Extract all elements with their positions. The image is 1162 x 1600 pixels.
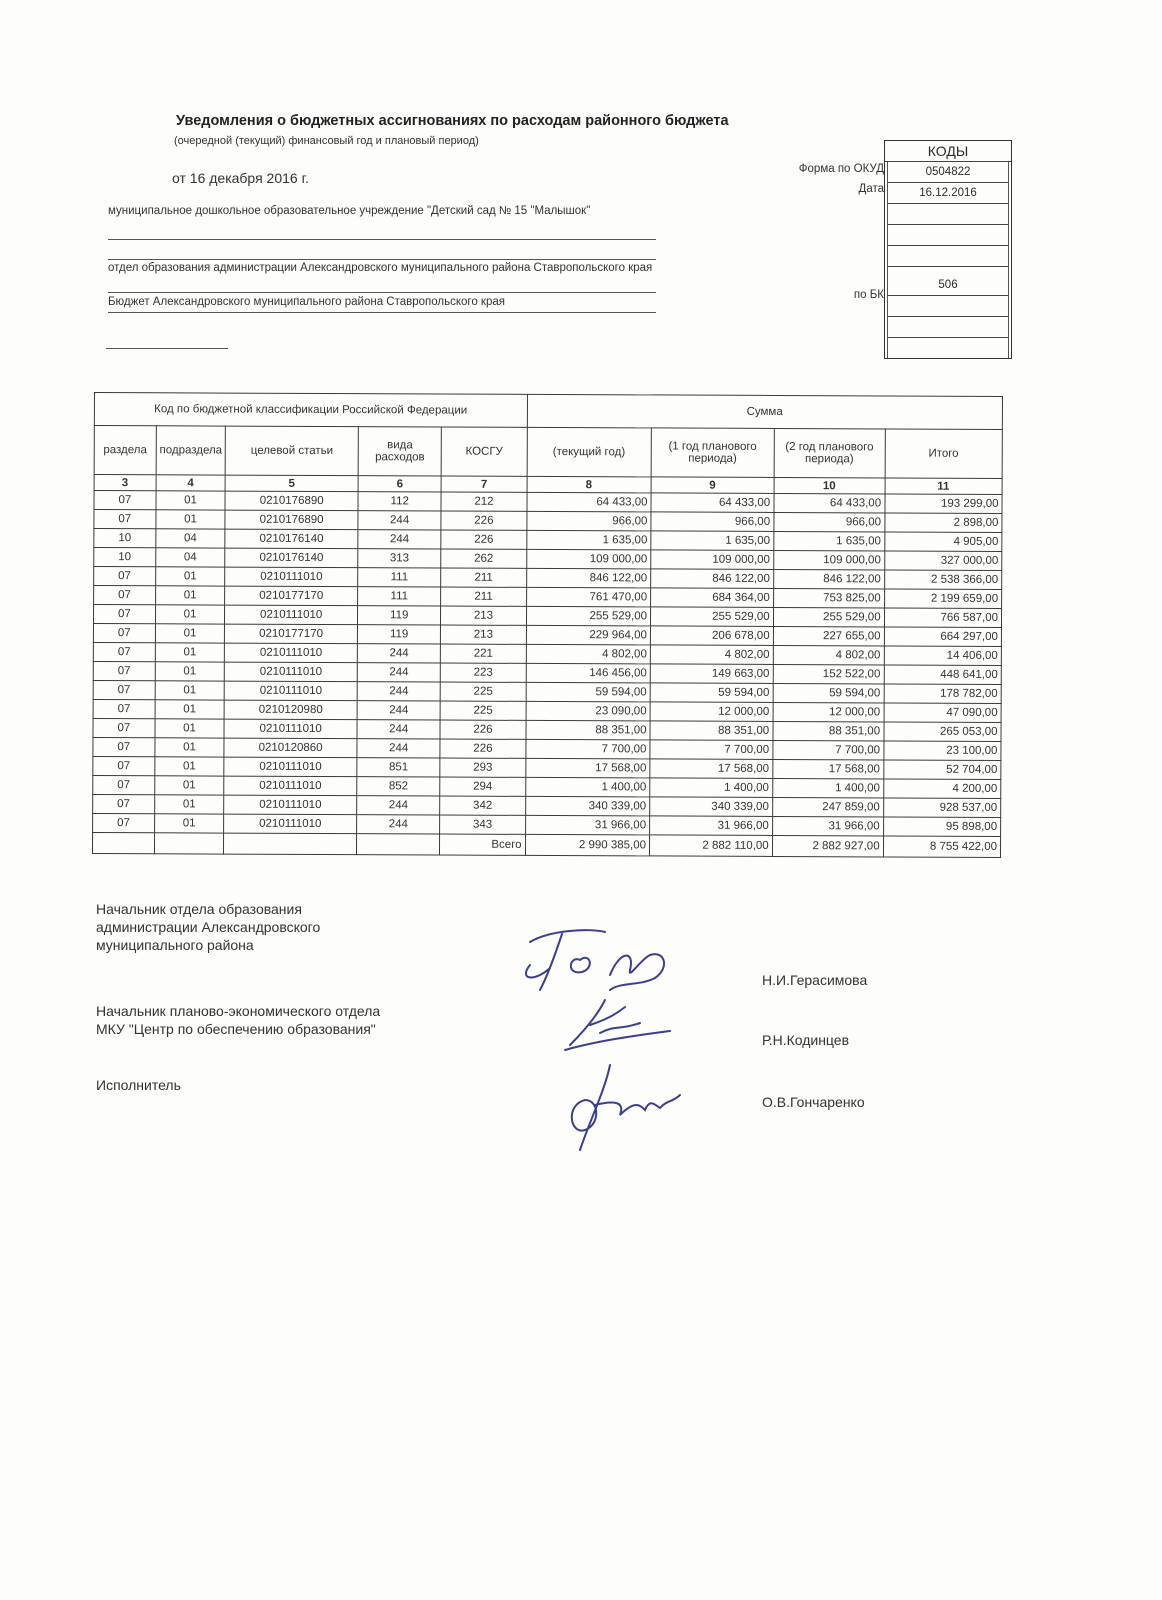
total-label: Всего xyxy=(440,834,525,855)
signatory-3-name: О.В.Гончаренко xyxy=(762,1094,865,1110)
kosgu-cell: 212 xyxy=(441,492,526,511)
kosgu-cell: 213 xyxy=(441,606,526,625)
signatory-1-line: администрации Александровского xyxy=(96,919,321,935)
col-header-expense-type: вида расходов xyxy=(358,427,442,476)
total-cell: 4 905,00 xyxy=(884,532,1001,552)
expense-type-cell: 112 xyxy=(358,492,441,511)
plan-year-1-cell: 7 700,00 xyxy=(650,740,773,760)
expense-type-cell: 244 xyxy=(357,682,440,701)
subsection-cell: 01 xyxy=(155,738,225,757)
plan-year-1-cell: 846 122,00 xyxy=(651,569,774,589)
current-year-cell: 1 400,00 xyxy=(525,777,650,797)
kosgu-cell: 226 xyxy=(441,511,526,530)
subsection-cell: 01 xyxy=(155,586,225,605)
col-header-subsection: подраздела xyxy=(156,426,226,475)
current-year-cell: 229 964,00 xyxy=(526,625,651,645)
expense-type-cell: 244 xyxy=(357,796,440,815)
current-year-cell: 17 568,00 xyxy=(525,758,650,778)
plan-year-2-cell: 4 802,00 xyxy=(773,645,884,664)
kosgu-cell: 226 xyxy=(440,739,525,758)
target-article-cell: 0210176890 xyxy=(225,491,358,511)
plan-year-1-cell: 966,00 xyxy=(651,512,774,532)
section-cell: 07 xyxy=(93,605,155,624)
allocations-table xyxy=(92,392,1003,858)
total-cell: 664 297,00 xyxy=(884,627,1001,647)
department-field xyxy=(108,262,656,293)
section-cell: 10 xyxy=(94,548,156,567)
expense-type-cell: 244 xyxy=(357,644,440,663)
department-name: отдел образования администрации Александровского муниципального района Ставропольского края xyxy=(108,262,653,274)
table-cell xyxy=(224,833,357,855)
total-cell: 448 641,00 xyxy=(884,665,1001,685)
budget-field xyxy=(108,296,656,313)
signatory-3-position: Исполнитель xyxy=(96,1077,181,1093)
section-cell: 07 xyxy=(93,661,155,680)
plan-year-2-cell: 247 859,00 xyxy=(772,797,883,816)
current-year-cell: 7 700,00 xyxy=(525,739,650,759)
plan-year-2-cell: 88 351,00 xyxy=(773,721,884,740)
kosgu-cell: 226 xyxy=(440,720,525,739)
classification-group-header: Код по бюджетной классификации Российской Федерации xyxy=(94,393,527,428)
expense-type-cell: 244 xyxy=(358,530,441,549)
document-subtitle: (очередной (текущий) финансовый год и плановый период) xyxy=(174,135,479,147)
current-year-cell: 59 594,00 xyxy=(526,682,651,702)
plan-year-1-cell: 31 966,00 xyxy=(650,816,773,836)
plan-year-2-cell: 7 700,00 xyxy=(773,740,884,759)
expense-type-cell: 852 xyxy=(357,777,440,796)
target-article-cell: 0210177170 xyxy=(225,586,358,606)
target-article-cell: 0210111010 xyxy=(225,643,358,663)
subsection-cell: 04 xyxy=(155,548,225,567)
section-cell: 07 xyxy=(93,737,155,756)
plan-year-1-cell: 64 433,00 xyxy=(651,493,774,513)
target-article-cell: 0210176140 xyxy=(225,529,358,549)
current-year-cell: 88 351,00 xyxy=(526,720,651,740)
section-cell: 07 xyxy=(93,794,155,813)
plan-year-2-cell: 152 522,00 xyxy=(773,664,884,683)
total-cell: 14 406,00 xyxy=(884,646,1001,666)
subsection-cell: 01 xyxy=(154,814,224,833)
bk-label: по БК xyxy=(853,289,884,301)
plan-year-1-cell: 4 802,00 xyxy=(650,645,773,665)
section-cell: 07 xyxy=(94,491,156,510)
plan-year-1-cell: 684 364,00 xyxy=(651,588,774,608)
col-header-current-year: (текущий год) xyxy=(527,427,652,477)
expense-type-cell: 851 xyxy=(357,758,440,777)
target-article-cell: 0210111010 xyxy=(225,567,358,587)
section-cell: 07 xyxy=(94,586,156,605)
signatory-1-name: Н.И.Герасимова xyxy=(762,972,868,988)
signatory-1-position xyxy=(96,900,320,954)
plan-year-2-cell: 12 000,00 xyxy=(773,702,884,721)
plan-year-1-cell: 206 678,00 xyxy=(650,626,773,646)
kosgu-cell: 211 xyxy=(441,568,526,587)
section-cell: 07 xyxy=(93,680,155,699)
codes-empty-cell xyxy=(887,338,1009,358)
plan-year-2-cell: 59 594,00 xyxy=(773,683,884,702)
subsection-cell: 01 xyxy=(155,567,225,586)
expense-type-cell: 111 xyxy=(358,587,441,606)
section-cell: 07 xyxy=(93,756,155,775)
plan-year-1-cell: 149 663,00 xyxy=(650,664,773,684)
expense-type-cell: 244 xyxy=(357,701,440,720)
date-label: Дата xyxy=(858,183,884,195)
kosgu-cell: 223 xyxy=(441,663,526,682)
codes-empty-cell xyxy=(887,246,1009,267)
codes-empty-cell xyxy=(887,204,1009,225)
subsection-cell: 01 xyxy=(155,700,225,719)
total-cell: 4 200,00 xyxy=(883,779,1000,799)
plan-year-2-cell: 846 122,00 xyxy=(773,569,884,588)
plan-year-1-cell: 340 339,00 xyxy=(650,797,773,817)
total-cell: 52 704,00 xyxy=(883,760,1000,780)
target-article-cell: 0210111010 xyxy=(225,681,358,701)
total-cell: 2 898,00 xyxy=(884,513,1001,533)
plan-year-2-cell: 227 655,00 xyxy=(773,626,884,645)
kosgu-cell: 294 xyxy=(440,777,525,796)
col-header-kosgu: КОСГУ xyxy=(442,427,527,476)
expense-type-cell: 244 xyxy=(357,739,440,758)
table-cell xyxy=(154,833,224,854)
subsection-cell: 01 xyxy=(155,662,225,681)
current-year-cell: 966,00 xyxy=(526,511,651,531)
col-number: 4 xyxy=(156,475,226,491)
plan-year-2-cell: 17 568,00 xyxy=(772,759,883,778)
total-cell: 47 090,00 xyxy=(884,703,1001,723)
kosgu-cell: 342 xyxy=(440,796,525,815)
subsection-cell: 01 xyxy=(155,624,225,643)
target-article-cell: 0210111010 xyxy=(224,719,357,739)
plan-year-2-cell: 31 966,00 xyxy=(772,816,883,835)
plan-year-2-cell: 64 433,00 xyxy=(774,493,885,512)
section-cell: 07 xyxy=(93,624,155,643)
current-year-cell: 4 802,00 xyxy=(526,644,651,664)
document-date: от 16 декабря 2016 г. xyxy=(172,170,309,186)
bk-value: 506 xyxy=(887,267,1009,296)
kosgu-cell: 226 xyxy=(441,530,526,549)
table-cell xyxy=(92,832,154,853)
total-cell: 327 000,00 xyxy=(884,551,1001,571)
current-year-cell: 1 635,00 xyxy=(526,530,651,550)
okud-value: 0504822 xyxy=(887,162,1009,183)
section-cell: 07 xyxy=(94,567,156,586)
kosgu-cell: 225 xyxy=(440,701,525,720)
section-cell: 07 xyxy=(93,775,155,794)
table-body xyxy=(93,491,1002,837)
total-current-year: 2 990 385,00 xyxy=(525,834,650,856)
kosgu-cell: 293 xyxy=(440,758,525,777)
subsection-cell: 01 xyxy=(156,491,226,510)
plan-year-2-cell: 255 529,00 xyxy=(773,607,884,626)
plan-year-1-cell: 12 000,00 xyxy=(650,702,773,722)
current-year-cell: 31 966,00 xyxy=(525,815,650,835)
kosgu-cell: 213 xyxy=(441,625,526,644)
plan-year-1-cell: 109 000,00 xyxy=(651,550,774,570)
target-article-cell: 0210111010 xyxy=(225,662,358,682)
plan-year-2-cell: 109 000,00 xyxy=(773,550,884,569)
signatory-2-position xyxy=(96,1002,380,1038)
expense-type-cell: 119 xyxy=(357,625,440,644)
current-year-cell: 846 122,00 xyxy=(526,568,651,588)
signatory-1-line: Начальник отдела образования xyxy=(96,901,302,917)
total-cell: 2 199 659,00 xyxy=(884,589,1001,609)
expense-type-cell: 244 xyxy=(357,720,440,739)
total-plan-year-2: 2 882 927,00 xyxy=(772,835,883,856)
col-header-section: раздела xyxy=(94,426,156,475)
signatory-2-line: Начальник планово-экономического отдела xyxy=(96,1003,381,1019)
subsection-cell: 01 xyxy=(155,757,225,776)
total-grand: 8 755 422,00 xyxy=(883,836,1000,858)
total-cell: 23 100,00 xyxy=(883,741,1000,761)
institution-field xyxy=(108,205,656,240)
document-title: Уведомления о бюджетных ассигнованиях по расходам районного бюджета xyxy=(176,113,729,129)
blank-line xyxy=(108,245,656,260)
kosgu-cell: 225 xyxy=(441,682,526,701)
total-cell: 178 782,00 xyxy=(884,684,1001,704)
total-cell: 928 537,00 xyxy=(883,798,1000,818)
plan-year-1-cell: 1 635,00 xyxy=(651,531,774,551)
subsection-cell: 01 xyxy=(154,776,224,795)
section-cell: 07 xyxy=(94,510,156,529)
total-cell: 2 538 366,00 xyxy=(884,570,1001,590)
col-number: 11 xyxy=(885,478,1002,495)
col-header-plan-year-2: (2 год планового периода) xyxy=(774,428,885,477)
plan-year-1-cell: 255 529,00 xyxy=(650,607,773,627)
signatory-2-line: МКУ "Центр по обеспечению образования" xyxy=(96,1021,376,1037)
codes-empty-cell xyxy=(887,296,1009,317)
col-number: 8 xyxy=(527,476,652,493)
codes-header: КОДЫ xyxy=(885,141,1011,162)
current-year-cell: 23 090,00 xyxy=(526,701,651,721)
target-article-cell: 0210111010 xyxy=(224,757,357,777)
plan-year-2-cell: 753 825,00 xyxy=(773,588,884,607)
target-article-cell: 0210111010 xyxy=(224,776,357,796)
target-article-cell: 0210111010 xyxy=(225,605,358,625)
total-plan-year-1: 2 882 110,00 xyxy=(649,835,772,857)
kosgu-cell: 211 xyxy=(441,587,526,606)
total-cell: 95 898,00 xyxy=(883,817,1000,837)
subsection-cell: 01 xyxy=(155,681,225,700)
section-cell: 07 xyxy=(93,642,155,661)
date-value: 16.12.2016 xyxy=(887,183,1009,204)
kosgu-cell: 221 xyxy=(441,644,526,663)
short-underline xyxy=(106,348,228,349)
section-cell: 07 xyxy=(93,813,155,832)
current-year-cell: 109 000,00 xyxy=(526,549,651,569)
okud-label: Форма по ОКУД xyxy=(798,163,884,175)
plan-year-1-cell: 88 351,00 xyxy=(650,721,773,741)
budget-name: Бюджет Александровского муниципального района Ставропольского края xyxy=(108,296,505,308)
current-year-cell: 255 529,00 xyxy=(526,606,651,626)
institution-name: муниципальное дошкольное образовательное учреждение "Детский сад № 15 "Малышок" xyxy=(108,205,591,217)
col-header-plan-year-1: (1 год планового периода) xyxy=(651,428,774,478)
signatory-1-line: муниципального района xyxy=(96,937,254,953)
plan-year-1-cell: 17 568,00 xyxy=(650,759,773,779)
subsection-cell: 01 xyxy=(156,510,226,529)
subsection-cell: 01 xyxy=(154,795,224,814)
kosgu-cell: 262 xyxy=(441,549,526,568)
subsection-cell: 01 xyxy=(155,643,225,662)
target-article-cell: 0210176890 xyxy=(225,510,358,530)
target-article-cell: 0210176140 xyxy=(225,548,358,568)
target-article-cell: 0210120980 xyxy=(224,700,357,720)
sum-group-header: Сумма xyxy=(527,394,1003,429)
col-number: 6 xyxy=(358,476,441,492)
current-year-cell: 340 339,00 xyxy=(525,796,650,816)
codes-empty-cell xyxy=(887,225,1009,246)
plan-year-1-cell: 59 594,00 xyxy=(650,683,773,703)
expense-type-cell: 244 xyxy=(357,815,440,834)
plan-year-2-cell: 1 400,00 xyxy=(772,778,883,797)
codes-empty-cell xyxy=(887,317,1009,338)
col-header-target-article: целевой статьи xyxy=(225,426,358,476)
col-number: 7 xyxy=(441,476,526,492)
table-cell xyxy=(356,834,439,855)
target-article-cell: 0210177170 xyxy=(225,624,358,644)
col-number: 5 xyxy=(225,475,358,492)
signature-2-image xyxy=(560,995,680,1055)
target-article-cell: 0210111010 xyxy=(224,795,357,815)
section-cell: 07 xyxy=(93,718,155,737)
expense-type-cell: 244 xyxy=(357,663,440,682)
subsection-cell: 01 xyxy=(155,719,225,738)
current-year-cell: 146 456,00 xyxy=(526,663,651,683)
target-article-cell: 0210120860 xyxy=(224,738,357,758)
plan-year-2-cell: 966,00 xyxy=(774,512,885,531)
subsection-cell: 04 xyxy=(156,529,226,548)
current-year-cell: 761 470,00 xyxy=(526,587,651,607)
total-cell: 265 053,00 xyxy=(884,722,1001,742)
expense-type-cell: 119 xyxy=(357,606,440,625)
col-number: 3 xyxy=(94,475,156,491)
plan-year-1-cell: 1 400,00 xyxy=(650,778,773,798)
total-cell: 766 587,00 xyxy=(884,608,1001,628)
section-cell: 07 xyxy=(93,699,155,718)
expense-type-cell: 313 xyxy=(358,549,441,568)
col-number: 10 xyxy=(774,477,885,493)
codes-box xyxy=(884,140,1012,359)
subsection-cell: 01 xyxy=(155,605,225,624)
signatory-2-name: Р.Н.Кодинцев xyxy=(762,1032,850,1048)
total-row xyxy=(92,832,1000,857)
col-number: 9 xyxy=(651,477,774,494)
expense-type-cell: 111 xyxy=(358,568,441,587)
expense-type-cell: 244 xyxy=(358,511,441,530)
target-article-cell: 0210111010 xyxy=(224,814,357,834)
total-cell: 193 299,00 xyxy=(885,494,1002,514)
current-year-cell: 64 433,00 xyxy=(526,492,651,512)
plan-year-2-cell: 1 635,00 xyxy=(773,531,884,550)
signature-3-image xyxy=(555,1060,685,1160)
section-cell: 10 xyxy=(94,529,156,548)
col-header-total: Итого xyxy=(885,429,1003,479)
kosgu-cell: 343 xyxy=(440,815,525,834)
